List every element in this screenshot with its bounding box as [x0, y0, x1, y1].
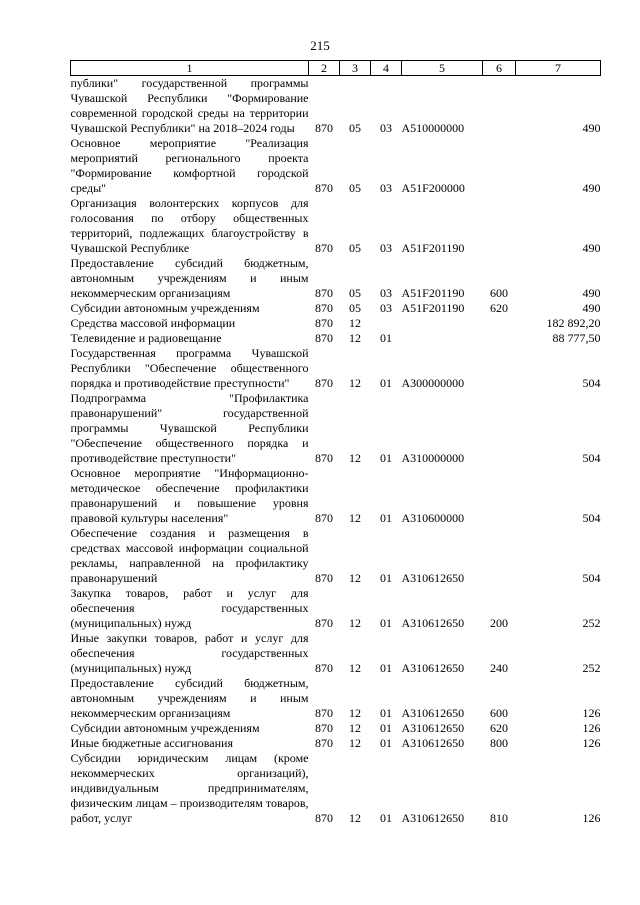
row-section: 12	[349, 721, 361, 735]
row-admin-code: 870	[315, 451, 333, 465]
row-subsection: 01	[380, 736, 392, 750]
row-name: Предоставление субсидий бюджетным, автономным учреждениям и иным некоммерческим организациям	[70, 256, 309, 300]
row-section: 12	[349, 706, 361, 720]
row-section: 12	[349, 316, 361, 330]
row-amount: 504	[582, 376, 601, 390]
row-target-article: A310612650	[401, 706, 465, 720]
header-col-6: 6	[483, 61, 516, 76]
table-row	[71, 466, 601, 526]
row-expense-type: 600	[490, 706, 508, 720]
row-expense-type	[483, 331, 516, 346]
row-target-article: A310000000	[401, 451, 465, 465]
row-section: 12	[349, 616, 361, 630]
header-col-4: 4	[371, 61, 402, 76]
row-expense-type	[483, 136, 516, 196]
row-admin-code: 870	[315, 316, 333, 330]
row-admin-code: 870	[315, 661, 333, 675]
row-subsection: 03	[380, 121, 392, 135]
row-target-article: A51F201190	[401, 286, 465, 300]
row-target-article: A310612650	[401, 736, 465, 750]
row-target-article	[402, 316, 483, 331]
table-row	[71, 736, 601, 751]
row-section: 12	[349, 811, 361, 825]
row-name: Телевидение и радиовещание	[70, 331, 222, 345]
row-amount: 504	[582, 571, 601, 585]
row-expense-type: 620	[490, 721, 508, 735]
row-target-article: A51F201190	[401, 241, 465, 255]
row-name: Иные закупки товаров, работ и услуг для обеспечения государственных (муниципальных) нужд	[70, 631, 309, 675]
row-target-article: A310612650	[401, 661, 465, 675]
header-col-3: 3	[340, 61, 371, 76]
row-name: Организация волонтерских корпусов для голосования по отбору общественных территорий, подлежащих благоустройству в Чувашской Республике	[70, 196, 309, 255]
row-target-article: A310600000	[401, 511, 465, 525]
table-row	[71, 676, 601, 721]
table-row	[71, 346, 601, 391]
row-admin-code: 870	[315, 736, 333, 750]
row-expense-type: 800	[490, 736, 508, 750]
row-expense-type: 240	[490, 661, 508, 675]
row-expense-type	[483, 391, 516, 466]
row-section: 12	[349, 736, 361, 750]
row-subsection: 03	[380, 286, 392, 300]
row-expense-type: 200	[490, 616, 508, 630]
row-name: Основное мероприятие "Реализация мероприятий регионального проекта "Формирование комфортной городской среды"	[70, 136, 309, 195]
row-amount: 126	[582, 736, 601, 750]
row-admin-code: 870	[315, 811, 333, 825]
row-section: 05	[349, 181, 361, 195]
header-col-7: 7	[516, 61, 601, 76]
row-subsection: 03	[380, 301, 392, 315]
row-expense-type	[483, 76, 516, 137]
page-number: 215	[310, 38, 330, 53]
row-subsection: 01	[380, 811, 392, 825]
row-target-article: A310612650	[401, 721, 465, 735]
row-admin-code: 870	[315, 706, 333, 720]
header-col-2: 2	[309, 61, 340, 76]
row-amount: 252	[582, 616, 601, 630]
row-subsection: 01	[380, 511, 392, 525]
row-section: 12	[349, 661, 361, 675]
table-row	[71, 316, 601, 331]
row-amount: 490	[582, 121, 601, 135]
table-row	[71, 721, 601, 736]
row-amount: 126	[582, 721, 601, 735]
row-admin-code: 870	[315, 181, 333, 195]
row-subsection: 01	[380, 616, 392, 630]
row-section: 05	[349, 121, 361, 135]
row-target-article: A310612650	[401, 811, 465, 825]
row-name: Средства массовой информации	[70, 316, 236, 330]
row-target-article: A310612650	[401, 616, 465, 630]
row-expense-type	[483, 526, 516, 586]
table-row	[71, 196, 601, 256]
table-row	[71, 751, 601, 826]
row-name: Субсидии юридическим лицам (кроме некоммерческих организаций), индивидуальным предпринимателям, физическим лицам – производителям товаров, работ, услуг	[70, 751, 309, 825]
row-amount: 126	[582, 811, 601, 825]
row-name: Государственная программа Чувашской Республики "Обеспечение общественного порядка и противодействие преступности"	[70, 346, 309, 390]
row-expense-type: 600	[490, 286, 508, 300]
row-admin-code: 870	[315, 121, 333, 135]
row-target-article: A51F200000	[401, 181, 465, 195]
header-col-5: 5	[402, 61, 483, 76]
row-admin-code: 870	[315, 301, 333, 315]
row-subsection: 03	[380, 241, 392, 255]
row-target-article: A51F201190	[401, 301, 465, 315]
row-target-article	[402, 331, 483, 346]
row-section: 12	[349, 376, 361, 390]
table-row	[71, 76, 601, 137]
row-amount: 252	[582, 661, 601, 675]
row-target-article: A310612650	[401, 571, 465, 585]
row-target-article: A510000000	[401, 121, 465, 135]
row-section: 05	[349, 286, 361, 300]
row-subsection	[371, 316, 402, 331]
row-name: Подпрограмма "Профилактика правонарушений" государственной программы Чувашской Республики "Обеспечение общественного порядка и противодействие преступности"	[70, 391, 309, 465]
row-name: Субсидии автономным учреждениям	[70, 301, 260, 315]
row-section: 05	[349, 301, 361, 315]
table-row	[71, 301, 601, 316]
row-section: 12	[349, 571, 361, 585]
row-amount: 504	[582, 511, 601, 525]
row-subsection: 01	[380, 706, 392, 720]
table-row	[71, 331, 601, 346]
row-subsection: 01	[380, 721, 392, 735]
row-section: 12	[349, 511, 361, 525]
table-row	[71, 391, 601, 466]
header-row	[71, 61, 601, 76]
row-section: 05	[349, 241, 361, 255]
row-expense-type	[483, 196, 516, 256]
table-row	[71, 586, 601, 631]
row-name: Основное мероприятие "Информационно-методическое обеспечение профилактики правонарушений и повышение уровня правовой культуры населения"	[70, 466, 309, 525]
row-name: Закупка товаров, работ и услуг для обеспечения государственных (муниципальных) нужд	[70, 586, 309, 630]
row-subsection: 01	[380, 451, 392, 465]
row-amount: 490	[582, 181, 601, 195]
row-section: 12	[349, 451, 361, 465]
header-col-1: 1	[71, 61, 309, 76]
row-name: Предоставление субсидий бюджетным, автономным учреждениям и иным некоммерческим организациям	[70, 676, 309, 720]
row-admin-code: 870	[315, 286, 333, 300]
row-amount: 182 892,20	[546, 316, 601, 330]
row-subsection: 01	[380, 571, 392, 585]
row-name: Обеспечение создания и размещения в средствах массовой информации социальной рекламы, направленной на профилактику правонарушений	[70, 526, 309, 585]
row-admin-code: 870	[315, 376, 333, 390]
row-admin-code: 870	[315, 721, 333, 735]
row-amount: 88 777,50	[552, 331, 601, 345]
row-subsection: 01	[380, 376, 392, 390]
row-section: 12	[349, 331, 361, 345]
row-subsection: 03	[380, 181, 392, 195]
row-expense-type	[483, 346, 516, 391]
row-admin-code: 870	[315, 511, 333, 525]
row-name: публики" государственной программы Чувашской Республики "Формирование современной городской среды на территории Чувашской Республики" на 2018–2024 годы	[70, 76, 309, 135]
table-row	[71, 526, 601, 586]
row-expense-type: 620	[490, 301, 508, 315]
row-expense-type	[483, 466, 516, 526]
row-amount: 490	[582, 301, 601, 315]
row-subsection: 01	[380, 661, 392, 675]
row-admin-code: 870	[315, 571, 333, 585]
row-amount: 490	[582, 241, 601, 255]
row-subsection: 01	[380, 331, 392, 345]
row-amount: 126	[582, 706, 601, 720]
row-expense-type	[483, 316, 516, 331]
budget-table	[70, 60, 601, 826]
row-admin-code: 870	[315, 331, 333, 345]
row-amount: 490	[582, 286, 601, 300]
row-admin-code: 870	[315, 241, 333, 255]
row-amount: 504	[582, 451, 601, 465]
table-row	[71, 136, 601, 196]
row-admin-code: 870	[315, 616, 333, 630]
row-name: Иные бюджетные ассигнования	[70, 736, 233, 750]
table-row	[71, 256, 601, 301]
row-expense-type: 810	[490, 811, 508, 825]
row-name: Субсидии автономным учреждениям	[70, 721, 260, 735]
row-target-article: A300000000	[401, 376, 465, 390]
table-row	[71, 631, 601, 676]
